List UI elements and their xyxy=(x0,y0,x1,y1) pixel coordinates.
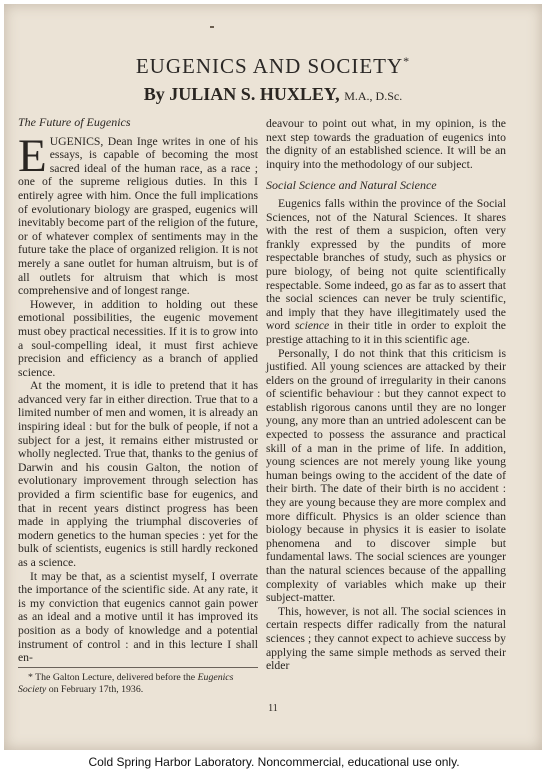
page-speck xyxy=(210,26,214,28)
footnote: * The Galton Lecture, delivered before the Eugenics Society on February 17th, 1936. xyxy=(18,672,234,695)
section-heading-future: The Future of Eugenics xyxy=(18,115,131,129)
left-column xyxy=(18,116,258,665)
paragraph: Personally, I do not think that this criticism is justified. All young sciences are attacked by their elders on the ground of irregularity in their canons of scientific behaviour : but they cannot expect to establish rigorous canons until they are no longer young, any more than an untried adolescent can be expected to possess the assurance and practical skill of a man in the prime of life. In addition, young sciences are not merely young like young human beings owing to the accident of the date of their birth. The date of their birth is no accident : they are young because they are more complex and more difficult. Physics is an older science than biology because in physics it is easier to isolate phenomena and to discover simple but fundamental laws. The social sciences are younger than the natural sciences because of the appalling complexity of variables which make up their subject-matter. xyxy=(266,346,506,605)
byline-prefix: By xyxy=(143,84,165,104)
paragraph: It may be that, as a scientist myself, I overrate the importance of the scientific side. At any rate, it is my conviction that eugenics cannot gain power as an ideal and a motive until it has improved its position as a body of knowledge and a potential instrument of control : and in this lecture I shall en- xyxy=(18,569,258,665)
paragraph: Eugenics falls within the province of the Social Sciences, not of the Natural Sciences. It shares with the rest of them a suspicion, often very frankly expressed by the pundits of more respectable branches of study, such as physics or pure biology, of being not quite scientifically respectable. Some indeed, go as far as to assert that the social sciences can never be truly scientific, and imply that they have illegitimately used the word science in their title in order to exploit the prestige attaching to it in this scientific age. xyxy=(266,196,506,346)
page-number: 11 xyxy=(268,703,278,714)
paragraph: At the moment, it is idle to pretend that it has advanced very far in either direction. True that to a limited number of men and women, it is already an inspiring ideal : but for the bulk of people, if not a subject for a jest, it remains either mistrusted or wholly neglected. True that, thanks to the genius of Darwin and his cousin Galton, the notion of evolutionary improvement through selection has provided a firm scientific base for eugenics, and that in recent years distinct progress has been made in applying the triumphal discoveries of modern genetics to the human species : yet for the bulk of scientists, eugenics is still hardly reckoned as a science. xyxy=(18,379,258,569)
paragraph: This, however, is not all. The social sciences in certain respects differ radically from the natural sciences ; they cannot expect to achieve success by applying the same simple methods as served their elder xyxy=(266,604,506,673)
section-heading-social-science: Social Science and Natural Science xyxy=(266,178,437,193)
paragraph: However, in addition to holding out these emotional possibilities, the eugenic movement must obey practical necessities. If it is to grow into a soul-compelling ideal, it must first achieve precision and efficiency as a branch of applied science. xyxy=(18,297,258,379)
title-footnote-mark: * xyxy=(403,54,411,68)
author-byline xyxy=(4,84,542,105)
footnote-divider xyxy=(18,667,258,668)
right-column xyxy=(266,117,506,673)
paragraph: deavour to point out what, in my opinion, is the next step towards the graduation of eugenics into the dignity of an established science. It will be an inquiry into the methodology of our subject. xyxy=(266,117,506,171)
credit-line: Cold Spring Harbor Laboratory. Noncommercial, educational use only. xyxy=(88,755,460,769)
author-name: JULIAN S. HUXLEY, xyxy=(169,84,340,104)
journal-page xyxy=(4,4,542,750)
drop-cap: E xyxy=(18,129,47,182)
author-degrees: M.A., D.Sc. xyxy=(344,89,403,103)
article-title: EUGENICS AND SOCIETY* xyxy=(135,54,411,78)
italic-word: science xyxy=(294,319,330,333)
paragraph: EUGENICS, Dean Inge writes in one of his essays, is capable of becoming the most sacred ideal of the human race, as a race ; one of the supreme religious duties. In this I entirely agree with him. Once the full implications of evolutionary biology are grasped, eugenics will inevitably become part of the religion of the future, or of whatever complex of sentiments may in the future take the place of organized religion. It is not merely a sane outlet for human altruism, but is of all outlets for altruism that which is most comprehensive and of longest range. xyxy=(18,129,258,298)
